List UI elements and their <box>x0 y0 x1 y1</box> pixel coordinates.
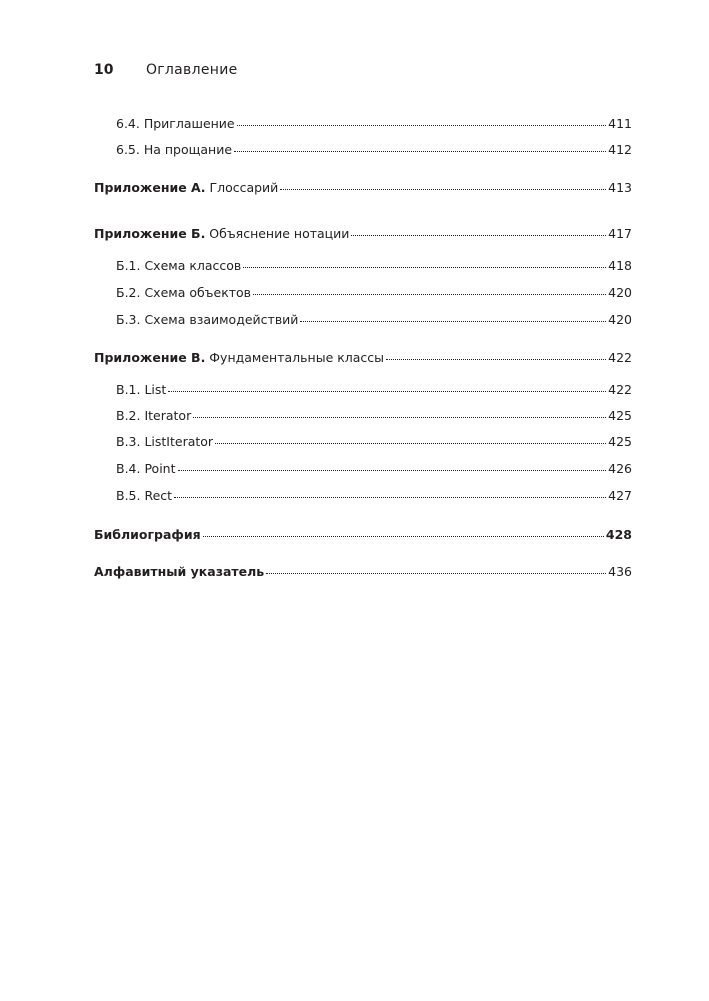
toc-entry[interactable] <box>116 116 632 132</box>
dot-leader <box>178 469 607 471</box>
entry-page: 426 <box>608 461 632 476</box>
entry-title: В.1. List <box>116 382 167 397</box>
entry-title: Б.1. Схема классов <box>116 258 242 273</box>
dot-leader <box>386 358 606 360</box>
dot-leader <box>234 150 606 152</box>
entry-page: 420 <box>608 285 632 300</box>
entry-page: 412 <box>608 142 632 157</box>
entry-title: Алфавитный указатель <box>94 564 265 579</box>
dot-leader <box>300 320 606 322</box>
entry-page: 420 <box>608 312 632 327</box>
entry-title: Глоссарий <box>205 180 279 195</box>
entry-title: В.2. Iterator <box>116 408 192 423</box>
dot-leader <box>266 572 606 574</box>
entry-page: 425 <box>608 408 632 423</box>
toc-entry[interactable] <box>94 180 632 196</box>
dot-leader <box>168 390 606 392</box>
dot-leader <box>174 496 606 498</box>
dot-leader <box>203 535 604 537</box>
toc-entry[interactable] <box>116 285 632 301</box>
entry-title: В.3. ListIterator <box>116 434 214 449</box>
dot-leader <box>253 293 606 295</box>
entry-prefix: Приложение А. <box>94 180 206 195</box>
dot-leader <box>215 442 606 444</box>
toc-entry[interactable] <box>116 312 632 328</box>
entry-title: Фундаментальные классы <box>205 350 385 365</box>
toc-entry[interactable] <box>94 350 632 366</box>
entry-title: Библиография <box>94 527 201 542</box>
entry-page: 418 <box>608 258 632 273</box>
entry-title: Б.3. Схема взаимодействий <box>116 312 299 327</box>
entry-title: 6.4. Приглашение <box>116 116 235 131</box>
entry-page: 428 <box>605 527 632 542</box>
entry-page: 436 <box>608 564 632 579</box>
dot-leader <box>193 416 606 418</box>
entry-page: 411 <box>608 116 632 131</box>
toc-entry[interactable] <box>116 142 632 158</box>
entry-prefix: Приложение В. <box>94 350 206 365</box>
entry-page: 422 <box>608 382 632 397</box>
toc-entry[interactable] <box>94 564 632 580</box>
entry-prefix: Приложение Б. <box>94 226 206 241</box>
toc-entry[interactable] <box>116 434 632 450</box>
entry-page: 417 <box>608 226 632 241</box>
entry-title: В.4. Point <box>116 461 176 476</box>
dot-leader <box>351 234 606 236</box>
toc-entry[interactable] <box>94 527 632 543</box>
entry-page: 425 <box>608 434 632 449</box>
toc-entry[interactable] <box>94 226 632 242</box>
dot-leader <box>243 266 606 268</box>
entry-title: 6.5. На прощание <box>116 142 233 157</box>
entry-page: 427 <box>608 488 632 503</box>
page-header <box>94 62 238 78</box>
dot-leader <box>280 188 606 190</box>
entry-page: 413 <box>608 180 632 195</box>
toc-entry[interactable] <box>116 408 632 424</box>
toc-entry[interactable] <box>116 258 632 274</box>
toc-entry[interactable] <box>116 461 632 477</box>
section-title: Оглавление <box>145 62 238 78</box>
toc-entry[interactable] <box>116 488 632 504</box>
toc-entry[interactable] <box>116 382 632 398</box>
entry-title: Б.2. Схема объектов <box>116 285 252 300</box>
entry-title: Объяснение нотации <box>205 226 350 241</box>
dot-leader <box>237 124 607 126</box>
page-number: 10 <box>94 62 114 78</box>
entry-page: 422 <box>608 350 632 365</box>
entry-title: В.5. Rect <box>116 488 173 503</box>
